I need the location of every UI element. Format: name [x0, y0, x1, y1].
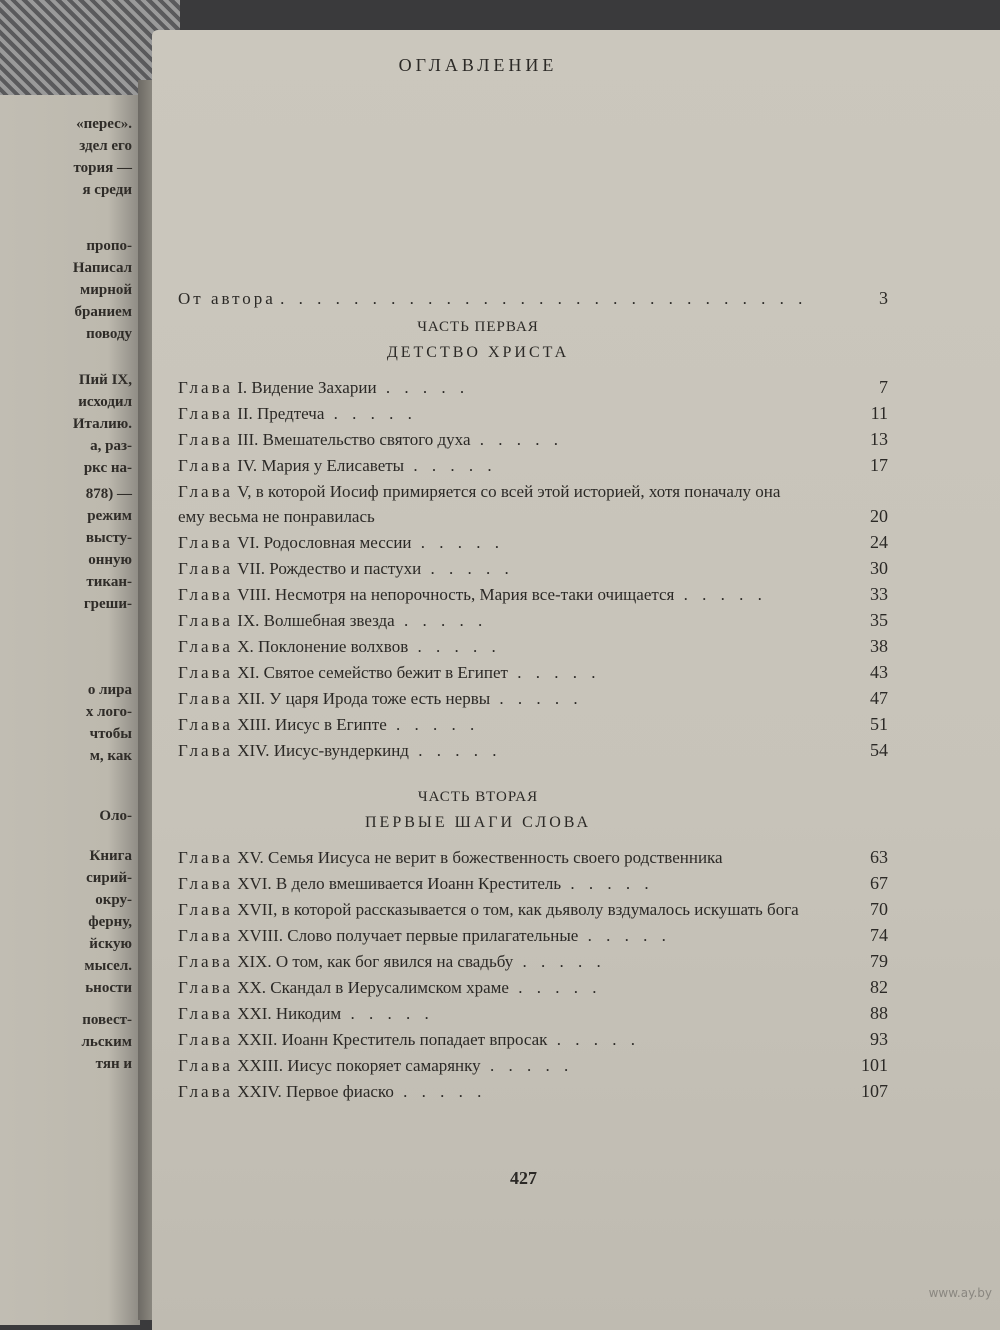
toc-chapter	[178, 949, 898, 974]
chapter-title: III. Вмешательство святого духа	[237, 430, 471, 449]
chapter-title: XVIII. Слово получает первые прилагательные	[237, 926, 579, 945]
chapter-prefix: Глава	[178, 848, 233, 867]
part-2-chapters	[178, 845, 898, 1104]
chapter-title: XXIII. Иисус покоряет самарянку	[237, 1056, 481, 1075]
chapter-prefix: Глава	[178, 404, 233, 423]
chapter-title: X. Поклонение волхвов	[237, 637, 409, 656]
leader-dots: . . . . .	[394, 611, 488, 630]
left-page-line: онную	[88, 552, 132, 568]
left-page-line: повест-	[82, 1012, 132, 1028]
chapter-title: XIII. Иисус в Египте	[237, 715, 387, 734]
leader-dots: . . . . .	[490, 689, 583, 708]
left-page-line: Оло-	[99, 808, 132, 824]
chapter-prefix: Глава	[178, 430, 233, 449]
toc-chapter	[178, 845, 898, 870]
chapter-title: VII. Рождество и пастухи	[237, 559, 422, 578]
chapter-prefix: Глава	[178, 611, 233, 630]
chapter-page: 82	[870, 977, 888, 997]
leader-dots: . . . . .	[421, 559, 514, 578]
leader-dots: . . . . .	[507, 663, 601, 682]
left-page-line: мирной	[80, 282, 132, 298]
toc-chapter	[178, 686, 898, 711]
toc-chapter	[178, 1027, 898, 1052]
chapter-page: 38	[870, 636, 888, 656]
left-page-line: Написал	[72, 260, 132, 276]
part-1	[178, 315, 898, 763]
chapter-title: XVI. В дело вмешивается Иоанн Креститель	[237, 874, 562, 893]
chapter-title: I. Видение Захарии	[237, 378, 377, 397]
leader-dots: . . . . .	[561, 874, 654, 893]
leader-dots: . . . . .	[508, 978, 602, 997]
part-2	[178, 785, 898, 1104]
left-page-line: высту-	[85, 530, 132, 546]
intro-label: От автора	[178, 289, 276, 308]
left-page-line: бранием	[74, 304, 132, 320]
toc-chapter	[178, 712, 898, 737]
chapter-prefix: Глава	[178, 533, 233, 552]
part-2-label: ЧАСТЬ ВТОРАЯ	[417, 789, 539, 805]
leader-dots: . . . . .	[547, 1030, 640, 1049]
left-page-line: «перес».	[76, 116, 132, 132]
left-page-line: х лого-	[85, 704, 132, 720]
left-page-line: режим	[87, 508, 132, 524]
chapter-page: 74	[870, 925, 888, 945]
left-page-line: исходил	[78, 394, 132, 410]
leader-dots: . . . . .	[674, 585, 767, 604]
chapter-page: 47	[870, 688, 888, 708]
left-page-line: тория —	[73, 160, 132, 176]
left-page-line: льским	[81, 1034, 132, 1050]
leader-dots: . . . . .	[480, 1056, 574, 1075]
toc-chapter	[178, 556, 898, 581]
toc-chapter	[178, 479, 898, 529]
left-page-line: йскую	[89, 936, 132, 952]
toc-chapter	[178, 975, 898, 1000]
chapter-title: XII. У царя Ирода тоже есть нервы	[237, 689, 491, 708]
chapter-page: 33	[870, 584, 888, 604]
leader-dots: . . . . .	[411, 533, 505, 552]
toc-chapter	[178, 401, 898, 426]
left-page-line: мысел.	[84, 958, 132, 974]
leader-dots: . . . . .	[393, 1082, 487, 1101]
toc-chapter	[178, 1053, 898, 1078]
chapter-title: XV. Семья Иисуса не верит в божественность своего родственника	[237, 848, 723, 867]
chapter-title: IV. Мария у Елисаветы	[237, 456, 405, 475]
chapter-title: XXII. Иоанн Креститель попадает впросак	[237, 1030, 548, 1049]
chapter-page: 35	[870, 610, 888, 630]
left-page-line: тикан-	[86, 574, 132, 590]
left-page-line: Италию.	[72, 416, 132, 432]
left-page-line: пропо-	[86, 238, 132, 254]
chapter-page: 63	[870, 847, 888, 867]
chapter-prefix: Глава	[178, 585, 233, 604]
chapter-prefix: Глава	[178, 978, 233, 997]
left-page-line: Книга	[89, 848, 132, 864]
leader-dots: . . . . .	[404, 456, 497, 475]
chapter-title: XXIV. Первое фиаско	[237, 1082, 394, 1101]
left-page-line: 878) —	[85, 486, 132, 502]
chapter-prefix: Глава	[178, 926, 233, 945]
chapter-page: 51	[870, 714, 888, 734]
leader-dots: . . . . .	[376, 378, 470, 397]
chapter-title: VI. Родословная мессии	[237, 533, 412, 552]
chapter-title: XX. Скандал в Иерусалимском храме	[237, 978, 509, 997]
chapter-title: II. Предтеча	[237, 404, 325, 423]
chapter-page: 43	[870, 662, 888, 682]
watermark: www.ay.by	[928, 1286, 992, 1300]
chapter-prefix: Глава	[178, 715, 233, 734]
chapter-page: 7	[879, 377, 888, 397]
left-page-line: ркс на-	[83, 460, 132, 476]
toc-chapter	[178, 582, 898, 607]
part-2-title: ПЕРВЫЕ ШАГИ СЛОВА	[364, 814, 592, 831]
leader-dots: . . . . .	[578, 926, 671, 945]
chapter-page: 30	[870, 558, 888, 578]
chapter-title: XI. Святое семейство бежит в Египет	[237, 663, 508, 682]
chapter-title: XVII, в которой рассказывается о том, как дьяволу вздумалось искушать бога	[237, 900, 799, 919]
intro-page: 3	[879, 288, 888, 308]
chapter-prefix: Глава	[178, 1030, 233, 1049]
chapter-page: 11	[870, 403, 888, 423]
leader-dots: . . . . .	[408, 741, 502, 760]
toc-intro	[178, 286, 898, 311]
toc-chapter	[178, 608, 898, 633]
left-page-line: здел его	[79, 138, 132, 154]
chapter-prefix: Глава	[178, 689, 233, 708]
left-page-line: о лира	[87, 682, 132, 698]
left-page-line: я среди	[82, 182, 132, 198]
chapter-title: IX. Волшебная звезда	[237, 611, 395, 630]
left-page-line: Пий IX,	[78, 372, 132, 388]
leader-dots: . . . . .	[386, 715, 480, 734]
chapter-page: 67	[870, 873, 888, 893]
leader-dots: . . . . .	[513, 952, 606, 971]
left-page-line: греши-	[83, 596, 132, 612]
chapter-prefix: Глава	[178, 741, 233, 760]
left-page-line: сирий-	[86, 870, 132, 886]
toc-chapter	[178, 427, 898, 452]
left-page-line: тян и	[95, 1056, 132, 1072]
chapter-prefix: Глава	[178, 456, 233, 475]
part-1-chapters	[178, 375, 898, 763]
left-page-line: ферну,	[88, 914, 132, 930]
left-page-line: чтобы	[89, 726, 132, 742]
left-page-line: ьности	[85, 980, 132, 996]
left-page-line: м, как	[89, 748, 132, 764]
left-page	[0, 95, 140, 1325]
chapter-title: XIV. Иисус-вундеркинд	[237, 741, 409, 760]
left-page-line: а, раз-	[90, 438, 132, 454]
leader-dots: . . . . . . . . . . . . . . . . . . . . . . . . . . . . .	[280, 289, 808, 308]
chapter-prefix: Глава	[178, 637, 233, 656]
chapter-page: 79	[870, 951, 888, 971]
chapter-page: 70	[870, 899, 888, 919]
toc-chapter	[178, 871, 898, 896]
chapter-prefix: Глава	[178, 663, 233, 682]
left-page-line: окру-	[95, 892, 132, 908]
toc-chapter	[178, 897, 898, 922]
toc-chapter	[178, 634, 898, 659]
toc-chapter	[178, 660, 898, 685]
left-page-line: поводу	[86, 326, 132, 342]
chapter-page: 20	[870, 506, 888, 526]
chapter-prefix: Глава	[178, 900, 233, 919]
part-1-title: ДЕТСТВО ХРИСТА	[386, 344, 570, 361]
chapter-prefix: Глава	[178, 952, 233, 971]
chapter-page: 24	[870, 532, 888, 552]
chapter-title: VIII. Несмотря на непорочность, Мария все-таки очищается	[237, 585, 675, 604]
chapter-page: 107	[861, 1081, 888, 1101]
toc-chapter	[178, 1079, 898, 1104]
toc-chapter	[178, 453, 898, 478]
chapter-prefix: Глава	[178, 1056, 233, 1075]
chapter-page: 101	[861, 1055, 888, 1075]
toc-chapter	[178, 375, 898, 400]
chapter-title: XXI. Никодим	[237, 1004, 342, 1023]
leader-dots: . . . . .	[470, 430, 563, 449]
chapter-title: V, в которой Иосиф примиряется со всей этой историей, хотя поначалу она ему весьма не понравилась	[178, 482, 781, 526]
chapter-page: 17	[870, 455, 888, 475]
leader-dots: . . . . .	[341, 1004, 434, 1023]
chapter-prefix: Глава	[178, 559, 233, 578]
page-number: 427	[510, 1168, 537, 1188]
chapter-prefix: Глава	[178, 1004, 233, 1023]
leader-dots: . . . . .	[408, 637, 501, 656]
table-of-contents	[178, 52, 898, 1105]
chapter-prefix: Глава	[178, 874, 233, 893]
leader-dots: . . . . .	[324, 404, 417, 423]
chapter-page: 54	[870, 740, 888, 760]
chapter-prefix: Глава	[178, 482, 233, 501]
chapter-prefix: Глава	[178, 1082, 233, 1101]
toc-title: ОГЛАВЛЕНИЕ	[398, 55, 558, 75]
toc-chapter	[178, 738, 898, 763]
part-1-label: ЧАСТЬ ПЕРВАЯ	[417, 319, 539, 335]
toc-chapter	[178, 923, 898, 948]
toc-chapter	[178, 530, 898, 555]
chapter-page: 93	[870, 1029, 888, 1049]
chapter-page: 88	[870, 1003, 888, 1023]
chapter-title: XIX. О том, как бог явился на свадьбу	[237, 952, 514, 971]
chapter-page: 13	[870, 429, 888, 449]
chapter-prefix: Глава	[178, 378, 233, 397]
toc-chapter	[178, 1001, 898, 1026]
